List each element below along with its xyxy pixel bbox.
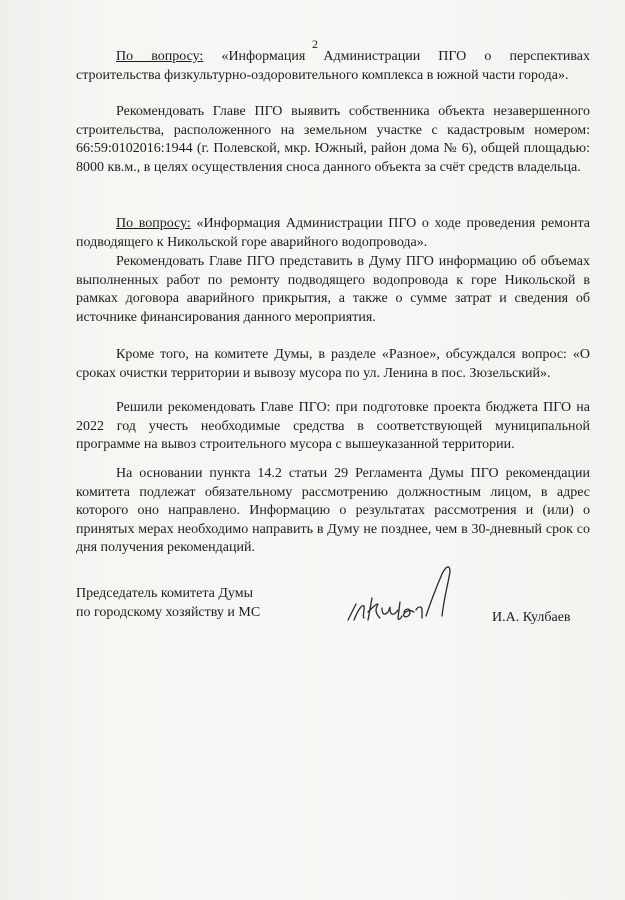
signatory-title-line-2: по городскому хозяйству и МС (76, 604, 261, 620)
paragraph-recommendation-demolition: Рекомендовать Главе ПГО выявить собственника объекта незавершенного строительства, расположенного на земельном участке с кадастровым номером: 66:59:0102016:1944 (г. Полевской, мкр. Южный, район дома № 6), общей площадью: 8000 кв.м., в целях осуществления сноса данного объекта за счёт средств владельца. (76, 104, 590, 175)
question-label: По вопросу: (116, 49, 204, 64)
question-label: По вопросу: (116, 216, 191, 231)
signatory-name: И.А. Кулбаев (492, 610, 571, 625)
handwritten-signature (338, 558, 468, 638)
paragraph-regulation-basis: На основании пункта 14.2 статьи 29 Регламента Думы ПГО рекомендации комитета подлежат обязательному рассмотрению должностным лицом, в адрес которого оно направлено. Информацию о результатах рассмотрения и (или) о принятых мерах необходимо направить в Думу не позднее, чем в 30-дневный срок со дня получения рекомендаций. (76, 466, 590, 556)
signatory-title (76, 585, 260, 622)
question-text: «Информация Администрации ПГО о ходе проведения ремонта подводящего к Никольской горе аварийного водопровода». (76, 216, 591, 250)
page-number: 2 (312, 37, 318, 51)
paragraph-water-pipeline-question (76, 215, 590, 252)
signatory-title-line-1: Председатель комитета Думы (76, 586, 253, 601)
paragraph-other-issues: Кроме того, на комитете Думы, в разделе «Разное», обсуждался вопрос: «О сроках очистки территории и вывозу мусора по ул. Ленина в пос. Зюзельский». (76, 347, 590, 381)
paragraph-sports-complex-question (76, 48, 590, 85)
paragraph-budget-decision: Решили рекомендовать Главе ПГО: при подготовке проекта бюджета ПГО на 2022 год учесть необходимые средства в соответствующей муниципальной программе на вывоз строительного мусора с вышеуказанной территории. (76, 400, 590, 453)
paragraph-recommendation-pipeline-report: Рекомендовать Главе ПГО представить в Думу ПГО информацию об объемах выполненных работ по ремонту подводящего водопровода к горе Никольской в рамках договора аварийного прикрытия, а также о сумме затрат и сведения об источнике финансирования данного мероприятия. (76, 254, 590, 325)
question-text: «Информация Администрации ПГО о перспективах строительства физкультурно-оздоровительного комплекса в южной части города». (76, 49, 590, 83)
